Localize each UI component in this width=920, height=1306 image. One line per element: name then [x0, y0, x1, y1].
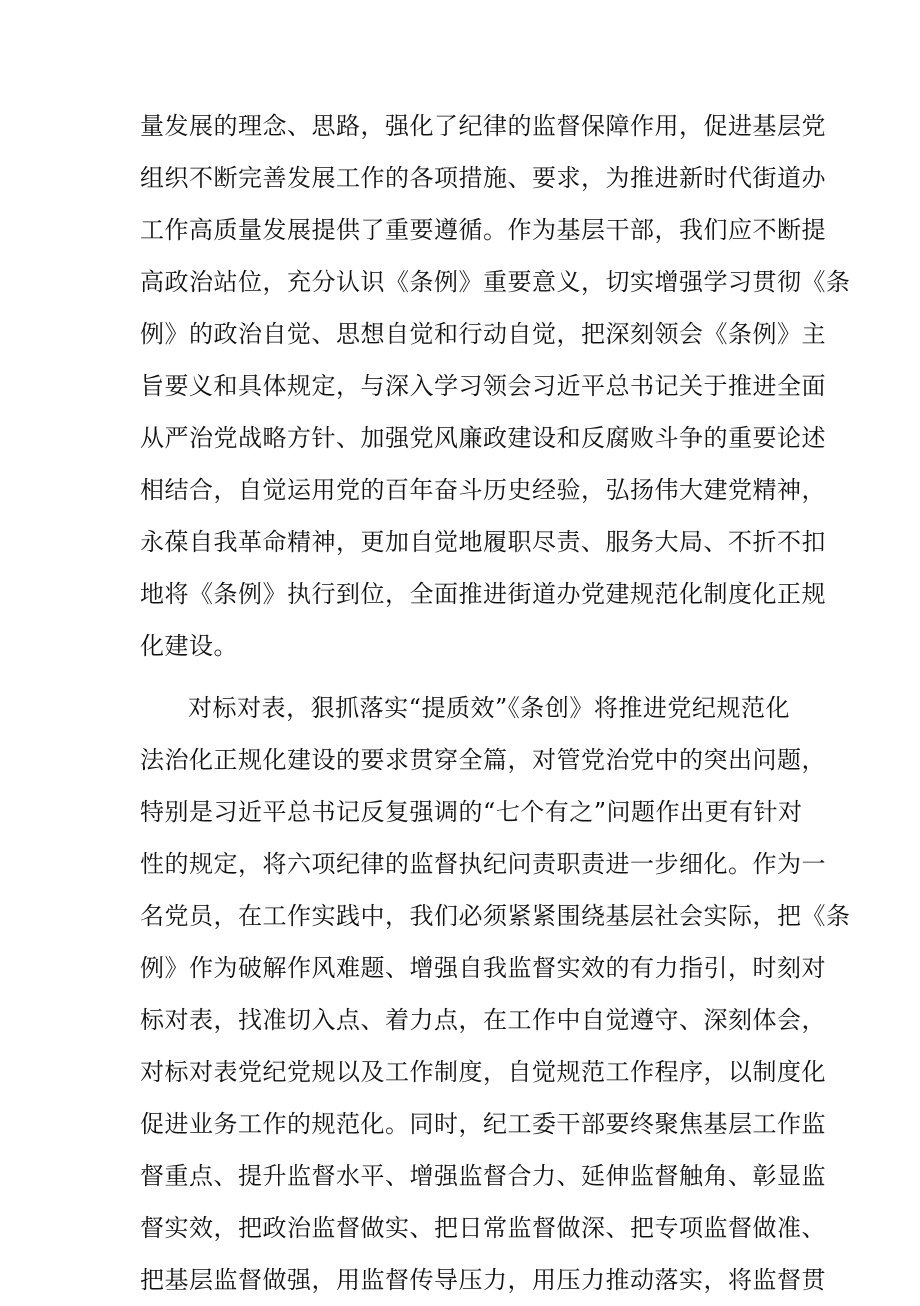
text-line: 例》的政治自觉、思想自觉和行动自觉，把深刻领会《条例》主 [140, 320, 826, 348]
paragraph-gap [140, 672, 790, 682]
text-line: 高政治站位，充分认识《条例》重要意义，切实增强学习贯彻《条 [140, 268, 851, 296]
text-line: 督实效，把政治监督做实、把日常监督做深、把专项监督做准、 [140, 1214, 826, 1242]
text-line: 把基层监督做强，用监督传导压力，用压力推动落实，将监督贯 [140, 1266, 826, 1294]
paragraph-2 [140, 682, 851, 1306]
text-line: 标对表，找准切入点、着力点，在工作中自觉遵守、深刻体会， [140, 1006, 826, 1034]
text-line: 工作高质量发展提供了重要遵循。作为基层干部，我们应不断提 [140, 216, 826, 244]
text-line: 从严治党战略方针、加强党风廉政建设和反腐败斗争的重要论述 [140, 424, 826, 452]
text-line: 对标对表，狠抓落实“提质效”《条创》将推进党纪规范化 [188, 694, 790, 722]
text-line: 相结合，自觉运用党的百年奋斗历史经验，弘扬伟大建党精神， [140, 476, 826, 504]
text-line: 法治化正规化建设的要求贯穿全篇，对管党治党中的突出问题， [140, 746, 826, 774]
text-line: 促进业务工作的规范化。同时，纪工委干部要终聚焦基层工作监 [140, 1110, 826, 1138]
text-line: 例》作为破解作风难题、增强自我监督实效的有力指引，时刻对 [140, 954, 826, 982]
text-line: 组织不断完善发展工作的各项措施、要求，为推进新时代街道办 [140, 164, 826, 192]
text-line: 量发展的理念、思路，强化了纪律的监督保障作用，促进基层党 [140, 112, 826, 140]
text-line: 特别是习近平总书记反复强调的“七个有之”问题作出更有针对 [140, 798, 803, 826]
text-line: 督重点、提升监督水平、增强监督合力、延伸监督触角、彰显监 [140, 1162, 826, 1190]
paragraph-1 [140, 100, 851, 672]
text-line: 旨要义和具体规定，与深入学习领会习近平总书记关于推进全面 [140, 372, 826, 400]
text-line: 名党员，在工作实践中，我们必须紧紧围绕基层社会实际，把《条 [140, 902, 851, 930]
text-line: 对标对表党纪党规以及工作制度，自觉规范工作程序，以制度化 [140, 1058, 826, 1086]
text-line: 永葆自我革命精神，更加自觉地履职尽责、服务大局、不折不扣 [140, 528, 826, 556]
text-line: 化建设。 [140, 632, 238, 660]
document-body [140, 100, 851, 1306]
text-line: 性的规定，将六项纪律的监督执纪问责职责进一步细化。作为一 [140, 850, 826, 878]
text-line: 地将《条例》执行到位，全面推进街道办党建规范化制度化正规 [140, 580, 826, 608]
